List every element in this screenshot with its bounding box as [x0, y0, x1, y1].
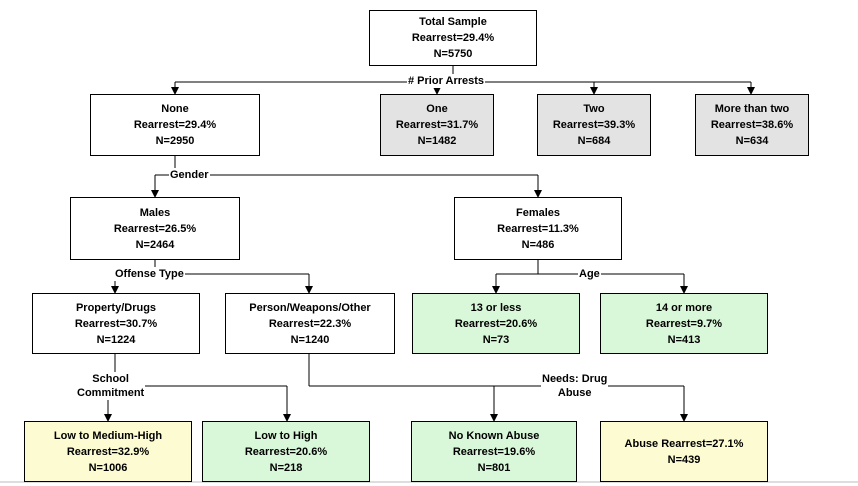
- node-rearrest: Rearrest=38.6%: [710, 119, 794, 131]
- split-label-age: Age: [579, 268, 600, 280]
- node-one: [380, 94, 494, 156]
- node-none: [90, 94, 260, 156]
- split-label-prior-arrests: # Prior Arrests: [408, 75, 485, 87]
- node-rearrest: Rearrest=11.3%: [497, 222, 579, 235]
- node-no-known-abuse: [411, 421, 577, 482]
- node-two: [537, 94, 651, 156]
- node-n: N=634: [735, 135, 769, 147]
- node-low-to-medium-high: [24, 421, 192, 482]
- node-title: 14 or more: [655, 301, 713, 314]
- node-total-sample: [369, 10, 537, 66]
- node-title: Low to High: [254, 429, 318, 442]
- node-n: N=439: [667, 453, 701, 466]
- node-abuse: [600, 421, 768, 482]
- node-rearrest: Rearrest=26.5%: [113, 222, 197, 235]
- node-title: 13 or less: [470, 301, 522, 314]
- node-rearrest: Rearrest=30.7%: [74, 317, 158, 330]
- node-person-weapons-other: [225, 293, 395, 354]
- node-n: N=801: [477, 461, 511, 474]
- node-title: One: [426, 103, 448, 115]
- split-label-needs-drug-abuse: [541, 372, 608, 400]
- node-title: Total Sample: [419, 16, 487, 28]
- node-n: N=486: [521, 238, 555, 251]
- node-title: Females: [515, 206, 561, 219]
- node-rearrest: Rearrest=31.7%: [395, 119, 479, 131]
- node-title: Person/Weapons/Other: [249, 301, 371, 314]
- node-title: More than two: [714, 103, 790, 115]
- node-rearrest: Rearrest=9.7%: [645, 317, 723, 330]
- node-n: N=2464: [135, 238, 175, 251]
- node-more-than-two: [695, 94, 809, 156]
- node-females: [454, 197, 622, 260]
- node-rearrest: Rearrest=22.3%: [268, 317, 352, 330]
- node-males: [70, 197, 240, 260]
- node-rearrest: Rearrest=29.4%: [411, 32, 495, 44]
- node-13-or-less: [412, 293, 580, 354]
- split-label-offense-type: Offense Type: [115, 268, 184, 280]
- node-property-drugs: [32, 293, 200, 354]
- node-rearrest: Rearrest=20.6%: [244, 445, 328, 458]
- node-n: N=1224: [96, 333, 136, 346]
- node-title: Property/Drugs: [75, 301, 157, 314]
- split-label-gender: Gender: [170, 169, 209, 181]
- node-title: Low to Medium-High: [53, 429, 163, 442]
- node-n: N=218: [269, 461, 303, 474]
- node-n: N=684: [577, 135, 611, 147]
- split-label-line: School: [92, 373, 129, 385]
- node-n: N=413: [667, 333, 701, 346]
- node-n: N=1240: [290, 333, 330, 346]
- node-n: N=1482: [417, 135, 457, 147]
- node-n: N=2950: [155, 135, 195, 147]
- node-rearrest: Rearrest=32.9%: [66, 445, 150, 458]
- node-n: N=1006: [88, 461, 128, 474]
- split-label-line: Needs: Drug: [542, 373, 608, 385]
- node-title: No Known Abuse: [448, 429, 540, 442]
- node-title: Two: [583, 103, 605, 115]
- node-title: None: [161, 103, 189, 115]
- node-rearrest: Rearrest=19.6%: [452, 445, 536, 458]
- node-rearrest: Rearrest=39.3%: [552, 119, 636, 131]
- node-14-or-more: [600, 293, 768, 354]
- split-label-school-commitment: [76, 372, 145, 400]
- node-title-rearrest: Abuse Rearrest=27.1%: [624, 437, 744, 450]
- split-label-line: Commitment: [77, 387, 145, 399]
- node-n: N=5750: [433, 48, 473, 60]
- node-rearrest: Rearrest=29.4%: [133, 119, 217, 131]
- node-title: Males: [139, 206, 171, 219]
- node-n: N=73: [482, 333, 510, 346]
- node-low-to-high: [202, 421, 370, 482]
- split-label-line: Abuse: [557, 387, 592, 399]
- node-rearrest: Rearrest=20.6%: [454, 317, 538, 330]
